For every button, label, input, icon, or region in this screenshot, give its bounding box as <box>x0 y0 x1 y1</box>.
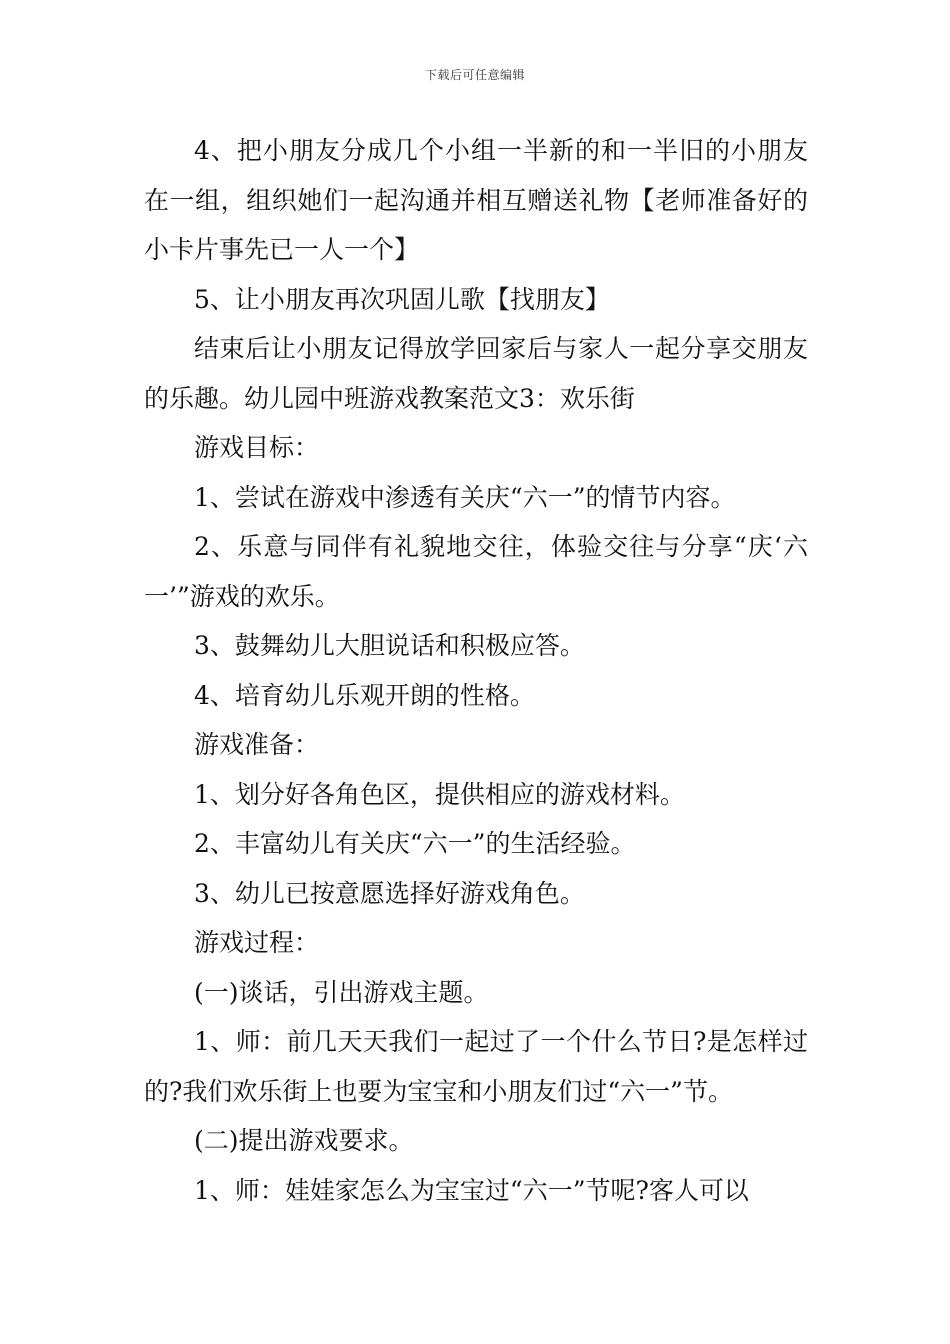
list-item: 1、尝试在游戏中渗透有关庆“六一”的情节内容。 <box>194 482 736 512</box>
section-heading: 游戏准备： <box>194 730 320 759</box>
page-header: 下载后可任意编辑 <box>424 68 525 82</box>
section-heading: 游戏过程： <box>194 928 320 957</box>
list-item: 3、鼓舞幼儿大胆说话和积极应答。 <box>194 631 585 660</box>
subsection-heading: (二)提出游戏要求。 <box>194 1126 414 1155</box>
list-item: 2、丰富幼儿有关庆“六一”的生活经验。 <box>194 829 636 858</box>
list-item: 3、幼儿已按意愿选择好游戏角色。 <box>194 878 585 908</box>
paragraph: 结束后让小朋友记得放学回家后与家人一起分享交朋友的乐趣。幼儿园中班游戏教案范文3：欢乐街 <box>144 334 808 413</box>
paragraph: 4、把小朋友分成几个小组一半新的和一半旧的小朋友在一组，组织她们一起沟通并相互赠送礼物【老师准备好的小卡片事先已一人一个】 <box>144 136 808 264</box>
list-item: 2、乐意与同伴有礼貌地交往，体验交往与分享“庆‘六一’”游戏的欢乐。 <box>144 532 808 611</box>
list-item: 1、划分好各角色区，提供相应的游戏材料。 <box>194 779 685 809</box>
list-item: 1、师：娃娃家怎么为宝宝过“六一”节呢?客人可以 <box>194 1175 749 1205</box>
section-heading: 游戏目标： <box>194 433 320 462</box>
subsection-heading: (一)谈话，引出游戏主题。 <box>194 977 489 1007</box>
list-item: 1、师：前几天天我们一起过了一个什么节日?是怎样过的?我们欢乐街上也要为宝宝和小朋友们过“六一”节。 <box>144 1027 808 1106</box>
paragraph: 5、让小朋友再次巩固儿歌【找朋友】 <box>194 284 610 314</box>
document-body <box>144 126 808 1215</box>
list-item: 4、培育幼儿乐观开朗的性格。 <box>194 680 535 710</box>
